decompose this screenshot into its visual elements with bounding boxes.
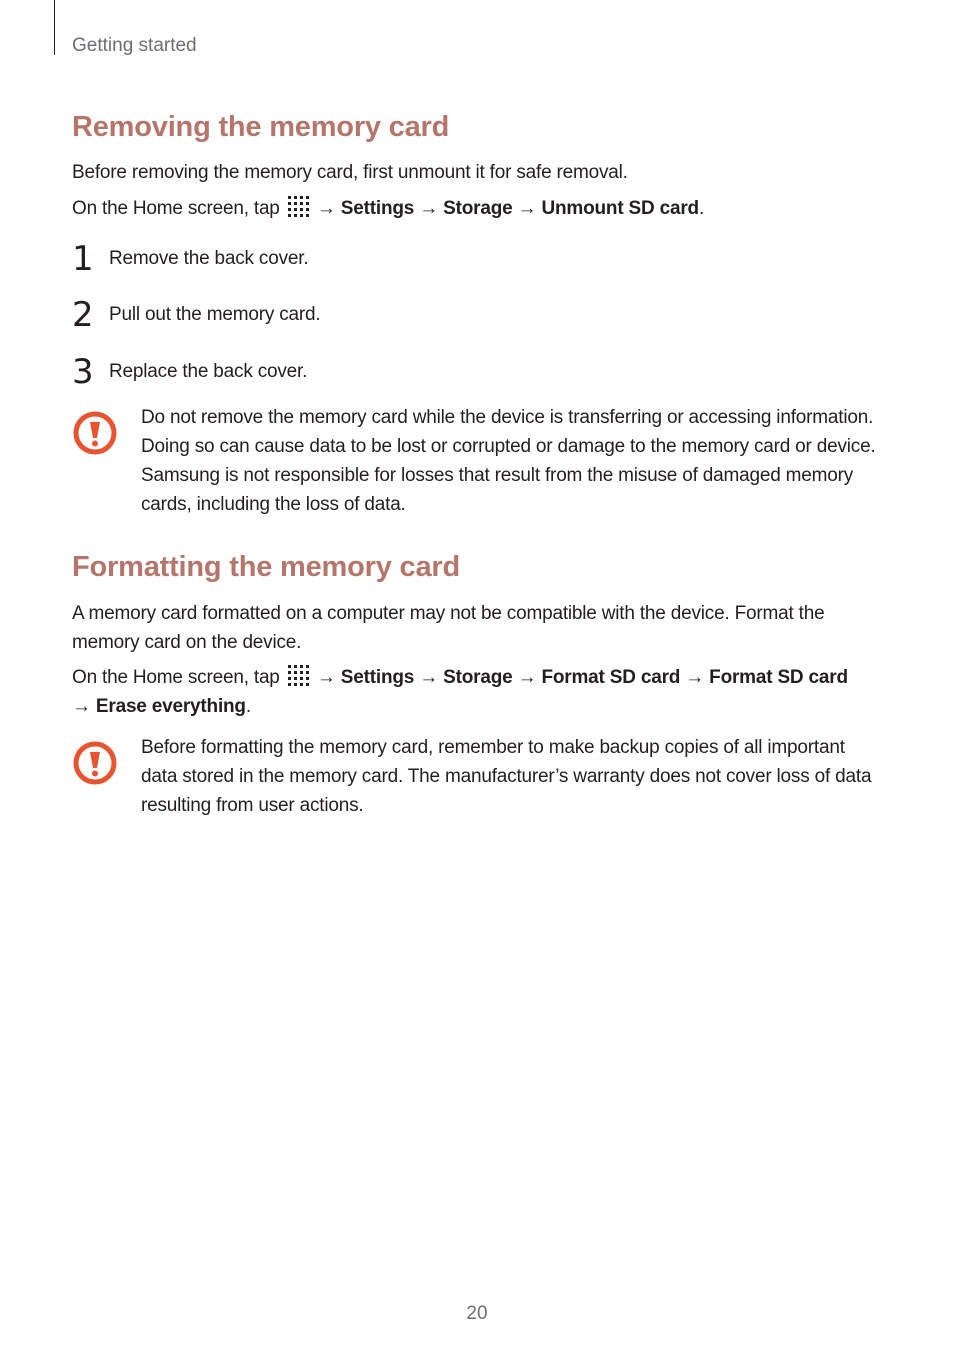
apps-grid-icon [287,664,309,686]
path-item-format: Format SD card [541,667,681,688]
section-title-formatting: Formatting the memory card [72,551,460,583]
step-number: 3 [72,352,94,392]
caution-text: Do not remove the memory card while the device is transferring or accessing information. Doing so can cause data to be lost or corrupted or damage to the memory card or device. Samsung is not responsible for losses that result from the misuse of damaged memory cards, including the loss of data. [141,407,876,515]
step-text: Pull out the memory card. [109,304,321,325]
section1-path [72,194,892,223]
path-arrow: → [517,198,537,219]
path-arrow: → [685,667,705,688]
apps-grid-icon [287,195,309,217]
caution-text: Before formatting the memory card, remember to make backup copies of all important data stored in the memory card. The manufacturer’s warranty does not cover loss of data resulting from user actions. [141,737,872,816]
path-arrow: → [517,667,537,688]
caution-icon [72,740,118,786]
path-arrow: → [419,667,439,688]
path-item-settings: Settings [340,667,415,688]
section2-path [72,663,892,721]
path-item-storage: Storage [443,667,513,688]
step-text: Replace the back cover. [109,361,308,382]
section-title-removing: Removing the memory card [72,111,450,143]
path-item-format-confirm: Format SD card [709,667,848,688]
path-end: . [698,198,705,219]
path-arrow: → [316,667,336,688]
caution-icon [72,410,118,456]
path-prefix: On the Home screen, tap [72,667,280,688]
step-number: 1 [72,239,94,279]
path-prefix: On the Home screen, tap [72,198,280,219]
section2-intro: A memory card formatted on a computer may not be compatible with the device. Format the memory card on the device. [72,603,825,653]
step-text: Remove the back cover. [109,248,309,269]
path-end: . [245,696,251,717]
path-arrow: → [419,198,439,219]
path-item-erase: Erase everything [95,696,246,717]
running-head: Getting started [72,35,197,56]
path-item-settings: Settings [340,198,415,219]
path-item-storage: Storage [443,198,513,219]
path-arrow: → [72,696,91,717]
section1-intro: Before removing the memory card, first unmount it for safe removal. [72,162,628,183]
step-number: 2 [72,295,94,335]
path-item-unmount: Unmount SD card [541,198,699,219]
path-arrow: → [316,198,336,219]
page-number: 20 [466,1303,488,1324]
margin-rule [54,0,55,55]
